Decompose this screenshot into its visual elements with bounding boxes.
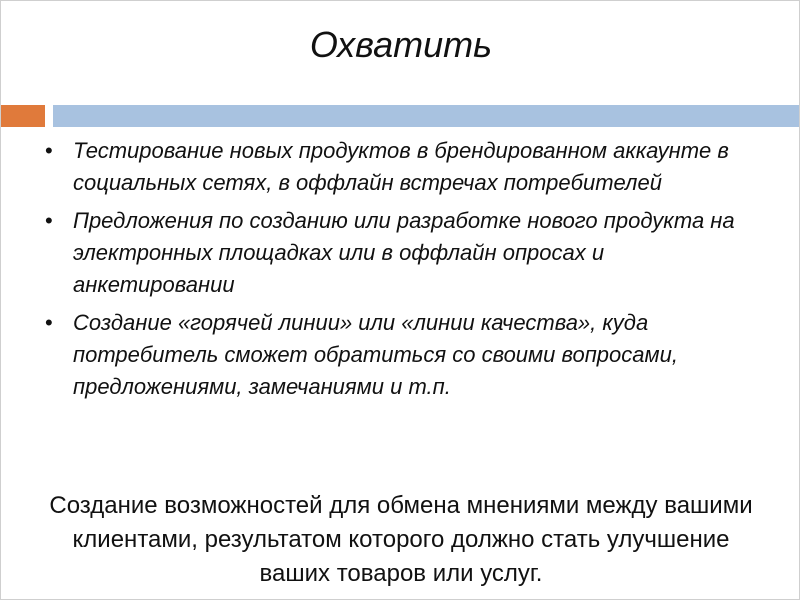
slide-title: Охватить	[309, 24, 493, 65]
bullet-dot-icon: •	[45, 310, 53, 335]
bullet-item	[45, 135, 765, 199]
bullet-text: Тестирование новых продуктов в брендированном аккаунте в социальных сетях, в оффлайн встречах потребителей	[73, 138, 729, 195]
bullet-list	[45, 135, 765, 409]
bullet-text: Предложения по созданию или разработке нового продукта на электронных площадках или в оффлайн опросах и анкетировании	[73, 208, 735, 297]
accent-bar	[53, 105, 800, 127]
accent-square	[1, 105, 45, 127]
bullet-dot-icon: •	[45, 208, 53, 233]
bullet-item	[45, 307, 765, 403]
bullet-item	[45, 205, 765, 301]
footer-statement: Создание возможностей для обмена мнениями между вашими клиентами, результатом которого должно стать улучшение ваших товаров или услуг.	[49, 492, 753, 587]
bullet-text: Создание «горячей линии» или «линии качества», куда потребитель сможет обратиться со своими вопросами, предложениями, замечаниями и т.п.	[73, 310, 678, 399]
bullet-dot-icon: •	[45, 138, 53, 163]
